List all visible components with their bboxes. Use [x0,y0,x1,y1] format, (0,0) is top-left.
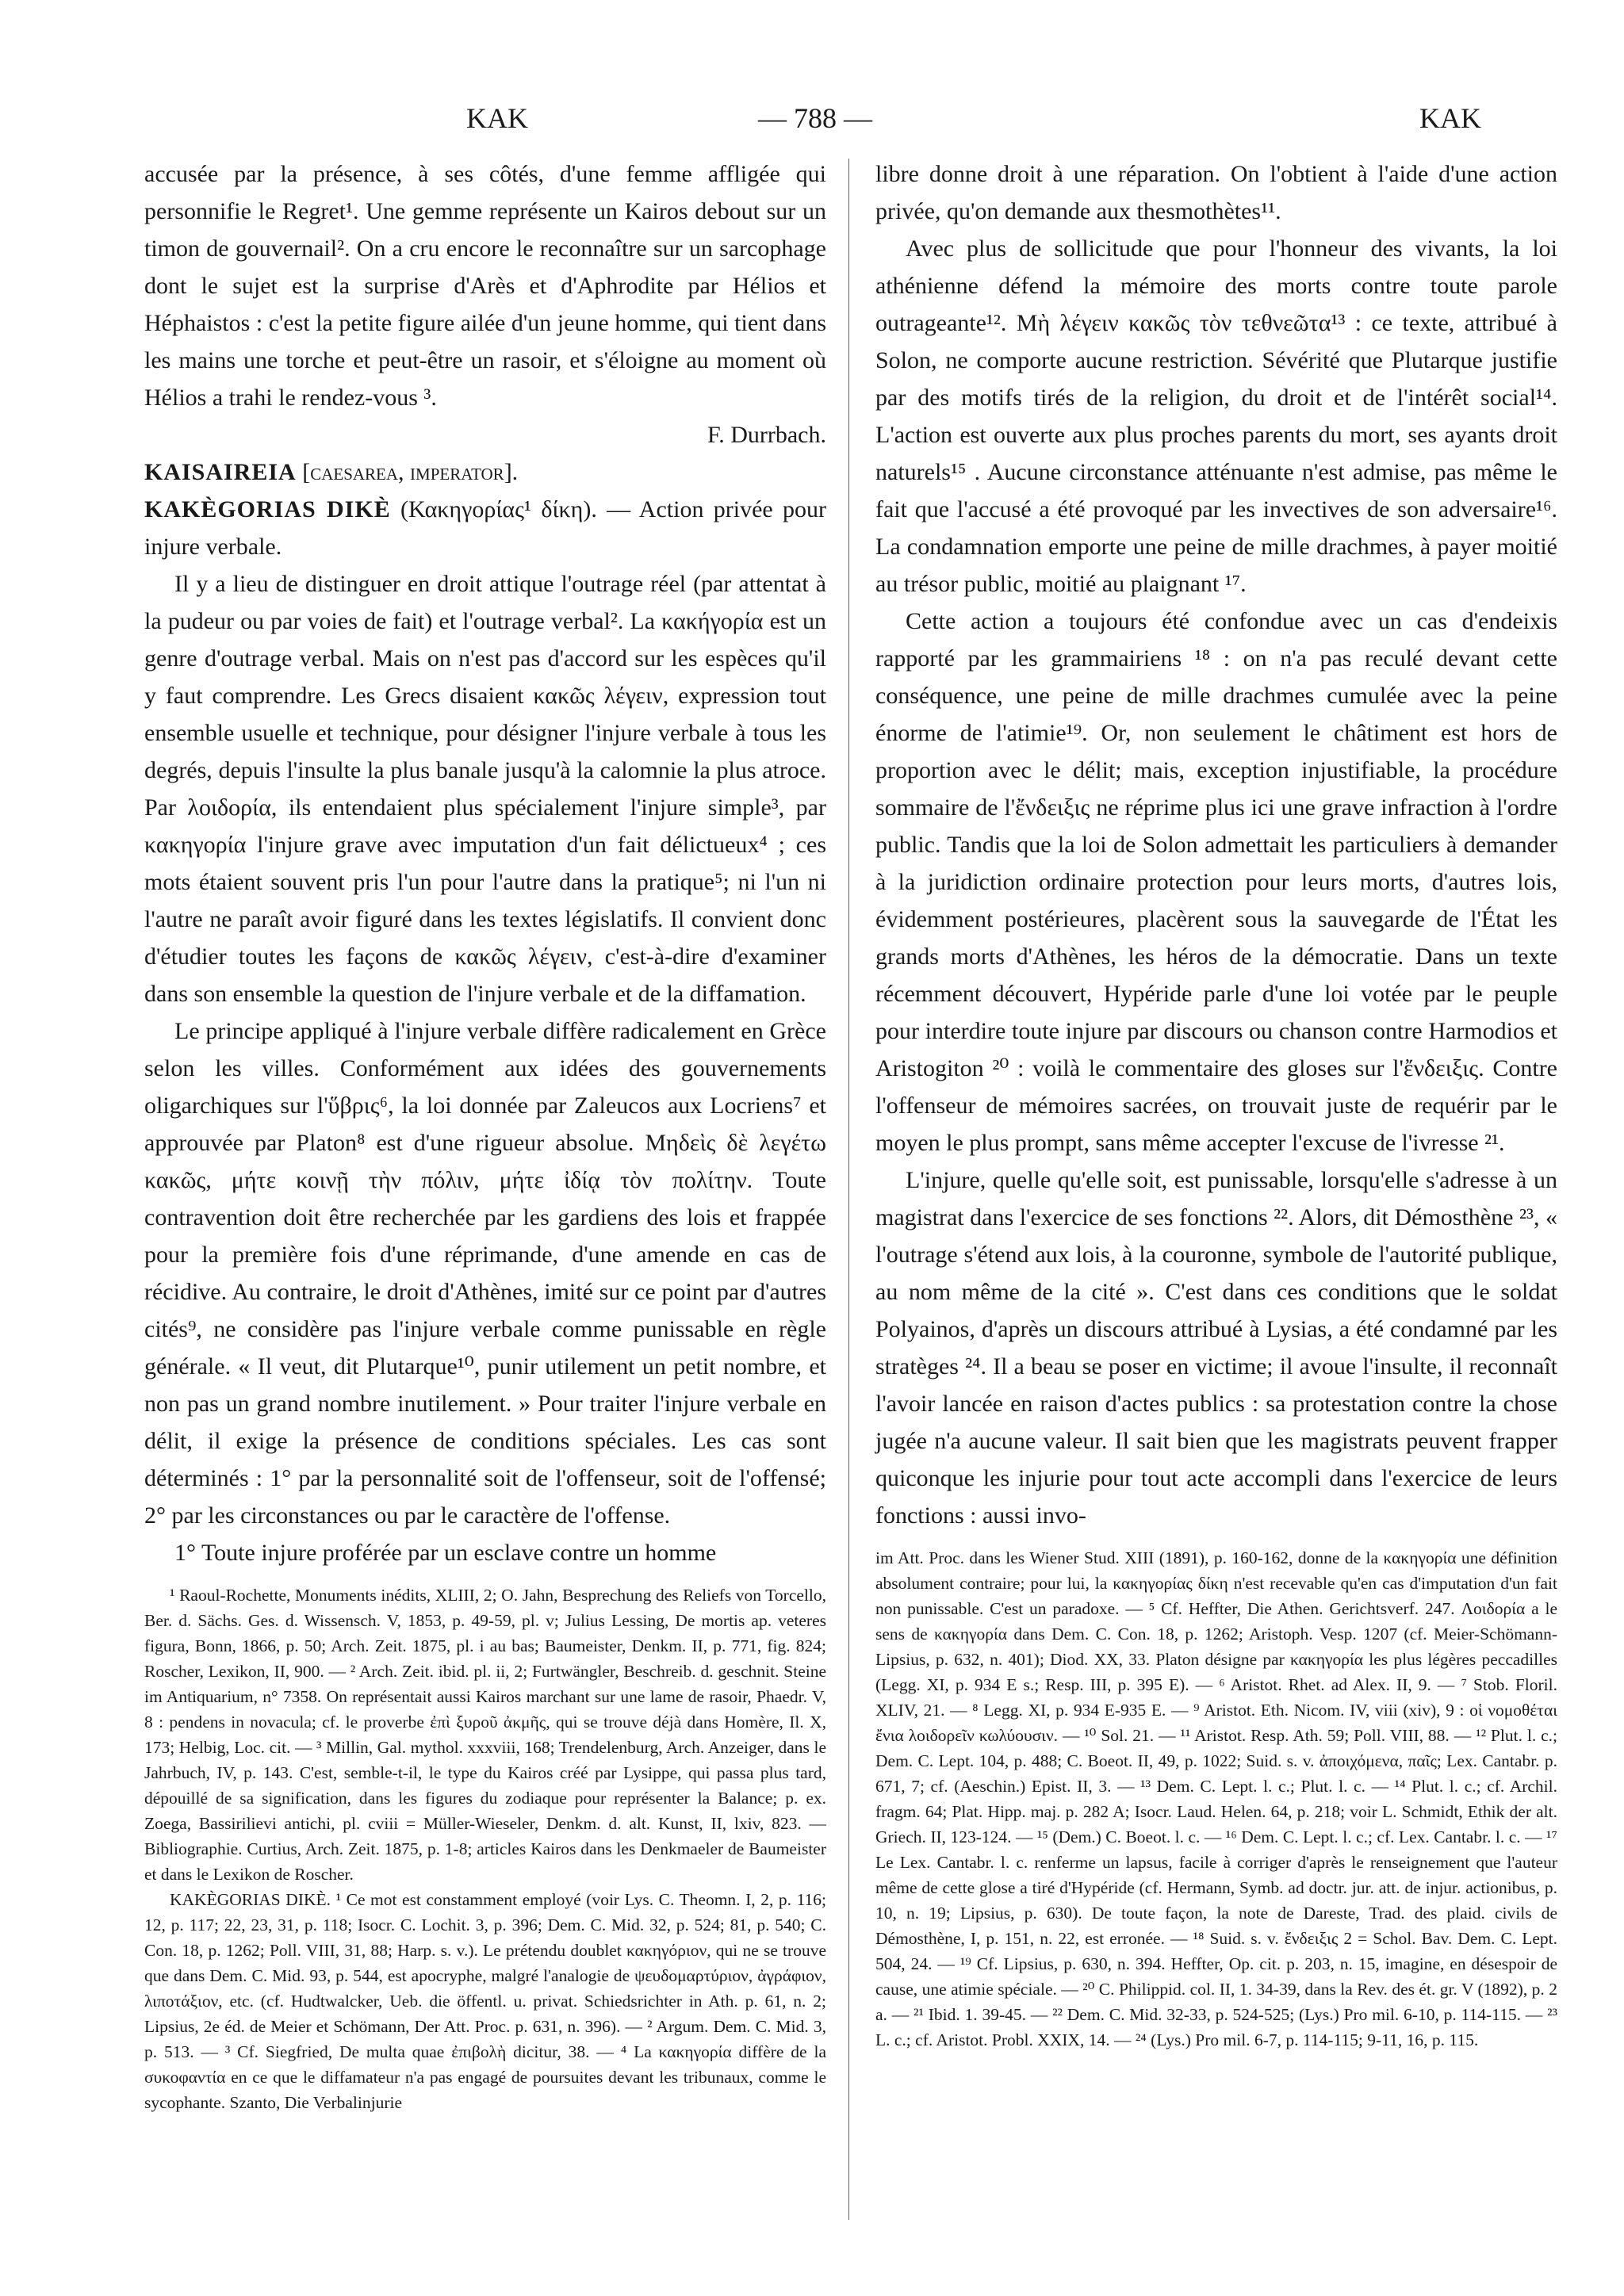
right-footnotes [875,1545,1557,2053]
header-right: KAK [1419,102,1481,134]
paragraph: Il y a lieu de distinguer en droit attique l'outrage réel (par attentat à la pudeur ou par voies de fait) et l'outrage verbal². La κακήγορία est un genre d'outrage verbal. Mais on n'est pas d'accord sur les espèces qu'il y faut comprendre. Les Grecs disaient κακῶς λέγειν, expression tout ensemble usuelle et technique, pour désigner l'injure verbale à tous les degrés, depuis l'insulte la plus banale jusqu'à la calomnie la plus atroce. Par λοιδορία, ils entendaient plus spécialement l'injure simple³, par κακηγορία l'injure grave avec imputation d'un fait délictueux⁴ ; ces mots étaient souvent pris l'un pour l'autre dans la pratique⁵; ni l'un ni l'autre ne paraît avoir figuré dans les textes législatifs. Il convient donc d'étudier toutes les façons de κακῶς λέγειν, c'est-à-dire d'examiner dans son ensemble la question de l'injure verbale et de la diffamation. [144,571,826,1007]
footnote: KAKÈGORIAS DIKÈ. ¹ Ce mot est constamment employé (voir Lys. C. Theomn. I, 2, p. 116; 12, p. 117; 22, 23, 31, p. 118; Isocr. C. Lochit. 3, p. 396; Dem. C. Mid. 32, p. 524; 81, p. 540; C. Con. 18, p. 1262; Poll. VIII, 31, 88; Harp. s. v.). Le prétendu doublet κακηγόριον, qui ne se trouve que dans Dem. C. Mid. 93, p. 544, est apocryphe, malgré l'analogie de ψευδομαρτύριον, ἀγράφιον, λιποτάξιον, etc. (cf. Hudtwalcker, Ueb. die öffentl. u. privat. Schiedsrichter in Ath. p. 61, n. 2; Lipsius, 2e éd. de Meier et Schömann, Der Att. Proc. p. 631, n. 396). — ² Argum. Dem. C. Mid. 3, p. 513. — ³ Cf. Siegfried, De multa quae ἐπιβολὴ dicitur, 38. — ⁴ La κακηγορία diffère de la συκοφαντία en ce que le diffamateur n'a pas engagé de poursuites devant les tribunaux, comme le sycophante. Szanto, Die Verbalinjurie [144,1890,826,2112]
entry-crossref: [caesarea, imperator]. [302,459,519,485]
left-column [144,155,826,2115]
left-footnotes [144,1582,826,2115]
paragraph: 1° Toute injure proférée par un esclave contre un homme [174,1540,717,1566]
footnote: ¹ Raoul-Rochette, Monuments inédits, XLIII, 2; O. Jahn, Besprechung des Reliefs von Torcello, Ber. d. Sächs. Ges. d. Wissensch. V, 1853, p. 49-59, pl. v; Julius Lessing, De mortis ap. veteres figura, Bonn, 1866, p. 50; Arch. Zeit. 1875, pl. i au bas; Baumeister, Denkm. II, p. 771, fig. 824; Roscher, Lexikon, II, 900. — ² Arch. Zeit. ibid. pl. ii, 2; Furtwängler, Beschreib. d. geschnit. Steine im Antiquarium, n° 7358. On représentait aussi Kairos marchant sur une lame de rasoir, Phaedr. V, 8 : pendens in novacula; cf. le proverbe ἐπὶ ξυροῦ ἀκμῆς, qui se trouve déjà dans Homère, Il. X, 173; Helbig, Loc. cit. — ³ Millin, Gal. mythol. xxxviii, 168; Trendelenburg, Arch. Anzeiger, dans le Jahrbuch, IV, p. 143. C'est, semble-t-il, le type du Kairos créé par Lysippe, qui passa plus tard, dépouillé de sa signification, dans les figures du zodiaque pour représenter la Balance; p. ex. Zoega, Bassirilievi antichi, pl. cviii = Müller-Wieseler, Denkm. d. alt. Kunst, II, lxiv, 823. — Bibliographie. Curtius, Arch. Zeit. 1875, p. 1-8; articles Kairos dans les Denkmaeler de Baumeister et dans le Lexikon de Roscher. [144,1586,826,1884]
entry-title: KAISAIREIA [144,459,297,485]
footnote: im Att. Proc. dans les Wiener Stud. XIII (1891), p. 160-162, donne de la κακηγορία une définition absolument contraire; pour lui, la κακηγορίας δίκη n'est recevable qu'en cas d'imputation d'un fait non punissable. C'est un paradoxe. — ⁵ Cf. Heffter, Die Athen. Gerichtsverf. 247. Λοιδορία a le sens de κακηγορία dans Dem. C. Con. 18, p. 1262; Aristoph. Vesp. 1207 (cf. Meier-Schömann-Lipsius, p. 632, n. 401); Diod. XX, 33. Platon désigne par κακηγορία les plus légères peccadilles (Legg. XI, p. 934 E s.; Resp. III, p. 395 E). — ⁶ Aristot. Rhet. ad Alex. II, 9. — ⁷ Stob. Floril. XLIV, 21. — ⁸ Legg. XI, p. 934 E-935 E. — ⁹ Aristot. Eth. Nicom. IV, viii (xiv), 9 : οἱ νομοθέται ἔνια λοιδορεῖν κωλύουσιν. — ¹⁰ Sol. 21. — ¹¹ Aristot. Resp. Ath. 59; Poll. VIII, 88. — ¹² Plut. l. c.; Dem. C. Lept. 104, p. 488; C. Boeot. II, 49, p. 1022; Suid. s. v. ἀποιχόμενα, παῖς; Lex. Cantabr. p. 671, 7; cf. (Aeschin.) Epist. II, 3. — ¹³ Dem. C. Lept. l. c.; Plut. l. c. — ¹⁴ Plut. l. c.; cf. Archil. fragm. 64; Plat. Hipp. maj. p. 282 A; Isocr. Laud. Helen. 64, p. 218; voir L. Schmidt, Ethik der alt. Griech. II, 123-124. — ¹⁵ (Dem.) C. Boeot. l. c. — ¹⁶ Dem. C. Lept. l. c.; cf. Lex. Cantabr. l. c. — ¹⁷ Le Lex. Cantabr. l. c. renferme un lapsus, facile à corriger d'après le renseignement que l'auteur même de cette glose a tiré d'Hypéride (cf. Hermann, Symb. ad doctr. jur. att. de injur. actionibus, p. 10, n. 19; Lipsius, p. 630). De toute façon, la note de Dareste, Trad. des plaid. civils de Démosthène, I, p. 151, n. 22, est erronée. — ¹⁸ Suid. s. v. ἔνδειξις 2 = Schol. Bav. Dem. C. Lept. 504, 24. — ¹⁹ Cf. Lipsius, p. 630, n. 394. Heffter, Op. cit. p. 203, n. 15, imagine, en désespoir de cause, une atimie spéciale. — ²⁰ C. Philippid. col. II, 1. 34-39, dans la Rev. des ét. gr. V (1892), p. 2 a. — ²¹ Ibid. 1. 39-45. — ²² Dem. C. Mid. 32-33, p. 524-525; (Lys.) Pro mil. 6-10, p. 114-115. — ²³ L. c.; cf. Aristot. Probl. XXIX, 14. — ²⁴ (Lys.) Pro mil. 6-7, p. 114-115; 9-11, 16, p. 115. [875,1548,1557,2049]
paragraph: libre donne droit à une réparation. On l'obtient à l'aide d'une action privée, qu'on demande aux thesmothètes¹¹. [875,161,1557,224]
paragraph: accusée par la présence, à ses côtés, d'une femme affligée qui personnifie le Regret¹. Une gemme représente un Kairos debout sur un timon de gouvernail². On a cru encore le reconnaître sur un sarcophage dont le sujet est la surprise d'Arès et d'Aphrodite par Hélios et Héphaistos : c'est la petite figure ailée d'un jeune homme, qui tient dans les mains une torche et peut-être un rasoir, et s'éloigne au moment où Hélios a trahi le rendez-vous ³. [144,161,826,411]
paragraph: L'injure, quelle qu'elle soit, est punissable, lorsqu'elle s'adresse à un magistrat dans l'exercice de ses fonctions ²². Alors, dit Démosthène ²³, « l'outrage s'étend aux lois, à la couronne, symbole de l'autorité publique, au nom même de la cité ». C'est dans ces conditions que le soldat Polyainos, d'après un discours attribué à Lysias, a été condamné par les stratèges ²⁴. Il a beau se poser en victime; il avoue l'insulte, il reconnaît l'avoir lancée en raison d'actes publics : sa protestation contre la chose jugée n'a aucune valeur. Il sait bien que les magistrats peuvent frapper quiconque les injurie pour tout acte accompli dans l'exercice de leurs fonctions : aussi invo- [875,1167,1557,1529]
paragraph: Le principe appliqué à l'injure verbale diffère radicalement en Grèce selon les villes. Conformément aux idées des gouvernements oligarchiques sur l'ὕβρις⁶, la loi donnée par Zaleucos aux Locriens⁷ et approuvée par Platon⁸ est d'une rigueur absolue. Μηδεὶς δὲ λεγέτω κακῶς, μήτε κοινῇ τὴν πόλιν, μήτε ἰδίᾳ τὸν πολίτην. Toute contravention doit être recherchée par les gardiens des lois et frappée pour la première fois d'une réprimande, d'une amende en cas de récidive. Au contraire, le droit d'Athènes, imité sur ce point par d'autres cités⁹, ne considère pas l'injure verbale comme punissable en règle générale. « Il veut, dit Plutarque¹⁰, punir utilement un petit nombre, et non pas un grand nombre inutilement. » Pour traiter l'injure verbale en délit, il exige la présence de conditions spéciales. Les cas sont déterminés : 1° par la personnalité soit de l'offenseur, soit de l'offensé; 2° par les circonstances ou par le caractère de l'offense. [144,1018,826,1529]
entry-title: KAKÈGORIAS DIKÈ [144,496,391,522]
right-column [875,155,1557,2053]
running-header [149,101,1481,141]
footnote-separator [875,1534,1557,1545]
page-number: — 788 — [758,102,872,134]
left-body [144,155,826,1571]
paragraph: Avec plus de sollicitude que pour l'honneur des vivants, la loi athénienne défend la mémoire des morts contre toute parole outrageante¹². Μὴ λέγειν κακῶς τὸν τεθνεῶτα¹³ : ce texte, attribué à Solon, ne comporte aucune restriction. Sévérité que Plutarque justifie par des motifs tirés de la religion, du droit et de l'intérêt social¹⁴. L'action est ouverte aux plus proches parents du mort, ses ayants droit naturels¹⁵ . Aucune circonstance atténuante n'est admise, pas même le fait que l'accusé a été provoqué par les invectives de son adversaire¹⁶. La condamnation emporte une peine de mille drachmes, à payer moitié au trésor public, moitié au plaignant ¹⁷. [875,235,1557,597]
header-left: KAK [466,102,528,134]
signature: F. Durrbach. [707,422,826,448]
entry-heading [144,491,826,565]
paragraph: Cette action a toujours été confondue avec un cas d'endeixis rapporté par les grammairiens ¹⁸ : on n'a pas reculé devant cette conséquence, une peine de mille drachmes cumulée avec la peine énorme de l'atimie¹⁹. Or, non seulement le châtiment est hors de proportion avec le délit; mais, exception injustifiable, la procédure sommaire de l'ἔνδειξις ne réprime plus ici une grave infraction à l'ordre public. Tandis que la loi de Solon admettait les particuliers à demander à la juridiction ordinaire protection pour leurs morts, d'autres lois, évidemment postérieures, placèrent sous la sauvegarde de l'État les grands morts d'Athènes, les héros de la démocratie. Dans un texte récemment découvert, Hypéride parle d'une loi votée par le peuple pour interdire toute injure par discours ou chanson contre Harmodios et Aristogiton ²⁰ : voilà le commentaire des gloses sur l'ἔνδειξις. Contre l'offenseur de mémoires sacrées, on trouvait juste de requérir par le moyen le plus prompt, sans même accepter l'excuse de l'ivresse ²¹. [875,608,1557,1156]
footnote-separator [144,1571,826,1582]
right-body [875,155,1557,1534]
entry-heading [144,453,826,491]
entry-definition: (Κακηγορίας¹ δίκη). — Action privée pour injure verbale. [144,496,827,560]
column-divider [848,159,849,2220]
